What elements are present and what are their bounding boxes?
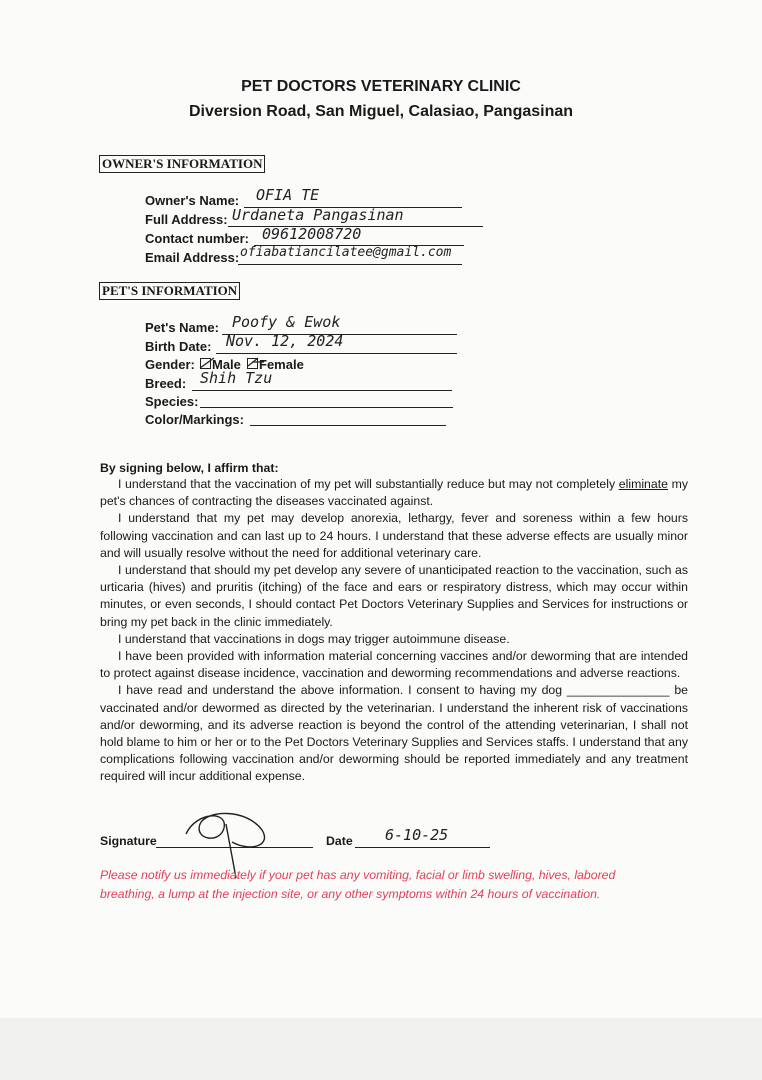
signature-label: Signature — [100, 834, 157, 848]
consent-paragraph-5: I have been provided with information material concerning vaccines and/or deworming that are intended to protect against disease incidence, vaccination and deworming recommendations and adverse reactions. — [100, 649, 688, 681]
owner-section-title: OWNER'S INFORMATION — [99, 155, 265, 173]
clinic-name: PET DOCTORS VETERINARY CLINIC — [241, 78, 521, 95]
birth-date-value[interactable]: Nov. 12, 2024 — [226, 332, 344, 350]
species-label: Species: — [145, 394, 199, 409]
consent-p1-start: I understand that the vaccination of my pet will substantially reduce but may not completely — [118, 477, 616, 491]
email-label: Email Address: — [145, 250, 240, 265]
consent-paragraph-2: I understand that my pet may develop anorexia, lethargy, fever and soreness within a few hours following vaccination and can last up to 24 hours. I understand that these adverse effects are usually minor and will usually resolve without the need for additional veterinary care. — [100, 511, 688, 560]
gender-label: Gender: — [145, 357, 195, 372]
date-value[interactable]: 6-10-25 — [385, 826, 449, 844]
breed-label: Breed: — [145, 376, 187, 391]
scan-margin — [0, 1018, 762, 1080]
consent-p1-end: my pet's chances of contracting the diseases vaccinated against. — [100, 477, 689, 509]
male-option-label: Male — [212, 357, 241, 372]
contact-number-label: Contact number: — [145, 231, 249, 246]
consent-paragraph-6: I have read and understand the above information. I consent to having my dog _______________ be vaccinated and/or dewormed as directed by the veterinarian. I understand the inherent risk of vaccinations and/or deworming, and its adverse reaction is beyond the control of the attending veterinarian, I shall not hold blame to him or her or to the Pet Doctors Veterinary Supplies and Services staffs. I understand that any complications following vaccination and/or deworming should be reported immediately and any treatment required will incur additional expense. — [100, 683, 688, 784]
color-markings-line[interactable] — [250, 425, 446, 426]
female-option-label: Female — [259, 357, 304, 372]
consent-paragraph-1 — [100, 476, 688, 510]
consent-paragraph-3: I understand that should my pet develop any severe of unanticipated reaction to the vaccination, such as urticaria (hives) and pruritis (itching) of the face and ears or respiratory distress, which may occur within minutes, or even seconds, I should contact Pet Doctors Veterinary Supplies and Services for instructions or bring my pet back in the clinic immediately. — [100, 563, 688, 629]
birth-date-label: Birth Date: — [145, 339, 212, 354]
color-markings-label: Color/Markings: — [145, 412, 244, 427]
email-value[interactable]: ofiabatiancilatee@gmail.com — [240, 245, 452, 260]
owner-name-value[interactable]: OFIA TE — [256, 186, 320, 204]
species-line[interactable] — [200, 407, 453, 408]
pet-section-title: PET'S INFORMATION — [99, 282, 240, 300]
date-label: Date — [326, 834, 353, 848]
pet-name-value[interactable]: Poofy & Ewok — [232, 313, 341, 331]
post-vaccination-notice: Please notify us immediately if your pet has any vomiting, facial or limb swelling, hives, labored breathing, a lump at the injection site, or any other symptoms within 24 hours of vaccination. — [100, 868, 616, 901]
email-line — [238, 264, 462, 265]
breed-value[interactable]: Shih Tzu — [200, 369, 273, 387]
contact-number-value[interactable]: 09612008720 — [262, 225, 362, 243]
owner-name-label: Owner's Name: — [145, 193, 240, 208]
consent-p1-underlined: eliminate — [618, 477, 668, 491]
consent-heading: By signing below, I affirm that: — [100, 461, 279, 475]
full-address-label: Full Address: — [145, 212, 228, 227]
clinic-address: Diversion Road, San Miguel, Calasiao, Pangasinan — [188, 103, 574, 120]
pet-name-label: Pet's Name: — [145, 320, 219, 335]
full-address-value[interactable]: Urdaneta Pangasinan — [232, 206, 404, 224]
breed-line — [192, 390, 452, 391]
consent-text — [100, 476, 688, 786]
consent-paragraph-4: I understand that vaccinations in dogs may trigger autoimmune disease. — [118, 631, 510, 646]
date-line — [355, 847, 490, 848]
